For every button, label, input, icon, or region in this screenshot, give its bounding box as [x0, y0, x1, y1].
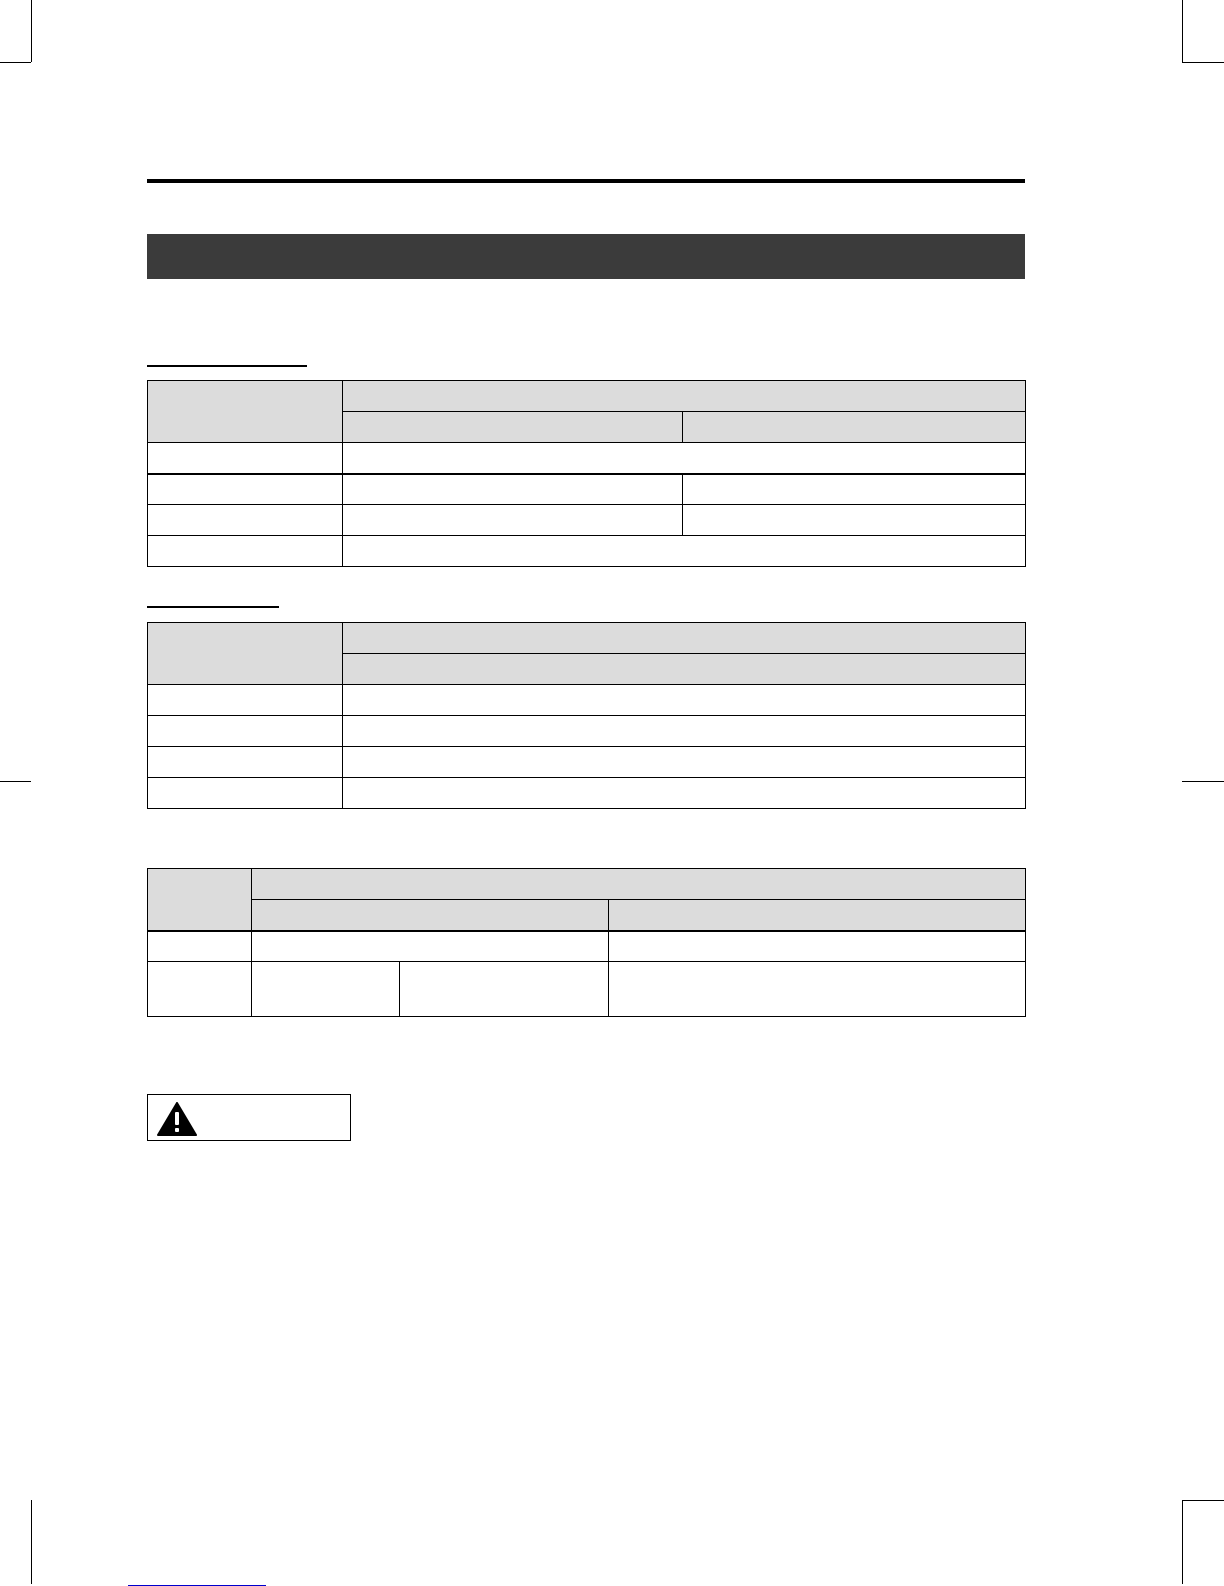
crop-mark — [0, 781, 31, 782]
table-row — [148, 962, 1026, 1017]
row-value — [343, 747, 1026, 778]
row-value — [343, 778, 1026, 809]
crop-mark — [1182, 62, 1224, 63]
header-col-a — [252, 900, 609, 931]
header-rule — [147, 179, 1025, 183]
table-row — [148, 685, 1026, 716]
row-label — [148, 505, 343, 536]
crop-mark — [1182, 781, 1224, 782]
row-label — [148, 716, 343, 747]
row-merged-cell — [343, 443, 1026, 474]
spec-table-1 — [147, 380, 1026, 567]
crop-mark — [31, 1500, 32, 1584]
header-col-a — [343, 412, 683, 443]
table-row — [148, 443, 1026, 474]
warning-box — [147, 1094, 351, 1141]
table-header-row — [148, 381, 1026, 412]
header-row-label — [148, 381, 343, 443]
crop-mark — [31, 0, 32, 62]
table-row — [148, 536, 1026, 567]
row-cell-b — [683, 505, 1026, 536]
row-label — [148, 536, 343, 567]
crop-mark — [1182, 1500, 1183, 1584]
crop-mark — [0, 62, 31, 63]
table-header-row — [148, 869, 1026, 900]
table-row — [148, 778, 1026, 809]
crop-mark — [1182, 0, 1183, 62]
row-cell-b — [609, 931, 1026, 962]
row-label — [148, 474, 343, 505]
table2-subheading — [147, 606, 279, 608]
header-group — [343, 623, 1026, 654]
row-cell-a1 — [252, 962, 400, 1017]
table-row — [148, 505, 1026, 536]
table-row — [148, 474, 1026, 505]
row-label — [148, 685, 343, 716]
header-group — [252, 869, 1026, 900]
row-label — [148, 962, 252, 1017]
table-row — [148, 747, 1026, 778]
section-banner — [147, 234, 1025, 279]
spec-table-2 — [147, 622, 1026, 809]
row-label — [148, 443, 343, 474]
row-merged-cell — [343, 536, 1026, 567]
header-group — [343, 381, 1026, 412]
row-cell-a — [343, 505, 683, 536]
row-cell-a — [343, 474, 683, 505]
table1-subheading — [147, 365, 307, 367]
header-row-label — [148, 869, 252, 931]
crop-mark — [1182, 1500, 1224, 1501]
row-value — [343, 685, 1026, 716]
row-label — [148, 931, 252, 962]
row-label — [148, 747, 343, 778]
header-col-b — [683, 412, 1026, 443]
header-col-b — [609, 900, 1026, 931]
warning-triangle-icon — [157, 1102, 197, 1136]
row-value — [343, 716, 1026, 747]
table-row — [148, 931, 1026, 962]
header-sub — [343, 654, 1026, 685]
table-header-row — [148, 623, 1026, 654]
row-cell-a2 — [400, 962, 609, 1017]
row-cell-b — [683, 474, 1026, 505]
row-label — [148, 778, 343, 809]
table-row — [148, 716, 1026, 747]
row-cell-b — [609, 962, 1026, 1017]
row-cell-a — [252, 931, 609, 962]
spec-table-3 — [147, 868, 1026, 1017]
header-row-label — [148, 623, 343, 685]
table-header-row — [148, 900, 1026, 931]
